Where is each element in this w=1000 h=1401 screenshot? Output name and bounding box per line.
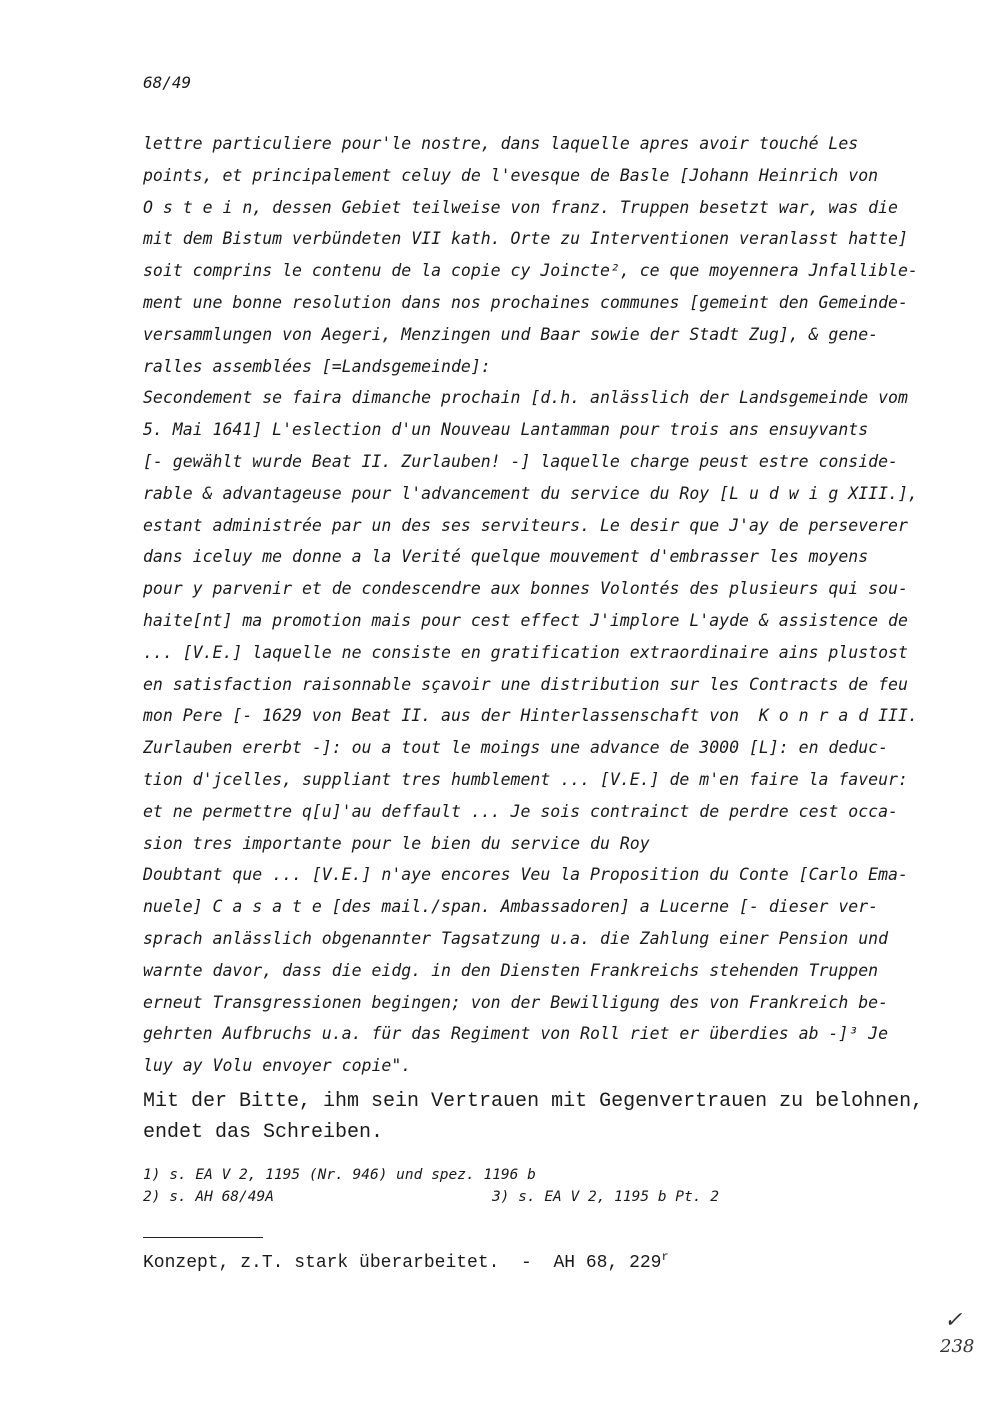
footer-superscript: r <box>661 1250 669 1264</box>
footnotes <box>143 1164 943 1208</box>
text-line: luy ay Volu envoyer copie". <box>143 1056 412 1076</box>
closing-summary <box>143 1086 943 1148</box>
text-line: O s t e i n, dessen Gebiet teilweise von franz. Truppen besetzt war, was die <box>143 197 898 217</box>
text-line: nuele] C a s a t e [des mail./span. Ambassadoren] a Lucerne [- dieser ver- <box>143 897 879 917</box>
text-line: versammlungen von Aegeri, Menzingen und Baar sowie der Stadt Zug], & gene- <box>143 324 879 344</box>
handwritten-page-number: 238 <box>940 1336 975 1357</box>
text-line: points, et principalement celuy de l'evesque de Basle [Johann Heinrich von <box>143 165 879 185</box>
text-line: tion d'jcelles, suppliant tres humblement ... [V.E.] de m'en faire la faveur: <box>143 769 908 789</box>
text-line: [- gewählt wurde Beat II. Zurlauben! -] laquelle charge peust estre conside- <box>143 451 898 471</box>
text-line: en satisfaction raisonnable sçavoir une distribution sur les Contracts de feu <box>143 674 908 694</box>
text-line: Secondement se faira dimanche prochain [d.h. anlässlich der Landsgemeinde vom <box>143 388 908 408</box>
footer-text: Konzept, z.T. stark überarbeitet. - AH 68, 229 <box>143 1253 662 1273</box>
text-line: haite[nt] ma promotion mais pour cest effect J'implore L'ayde & assistence de <box>143 610 908 630</box>
summary-line: endet das Schreiben. <box>143 1121 384 1144</box>
text-line: Doubtant que ... [V.E.] n'aye encores Veu la Proposition du Conte [Carlo Ema- <box>143 865 908 885</box>
text-line: lettre particuliere pour'le nostre, dans laquelle apres avoir touché Les <box>143 134 859 153</box>
text-line: rable & advantageuse pour l'advancement du service du Roy [L u d w i g XIII.], <box>143 483 918 503</box>
summary-line: Mit der Bitte, ihm sein Vertrauen mit Gegenvertrauen zu belohnen, <box>143 1090 924 1113</box>
text-line: pour y parvenir et de condescendre aux bonnes Volontés des plusieurs qui sou- <box>143 579 908 599</box>
text-line: mon Pere [- 1629 von Beat II. aus der Hinterlassenschaft von K o n r a d III. <box>143 706 918 726</box>
text-line: Zurlauben ererbt -]: ou a tout le moings une advance de 3000 [L]: en deduc- <box>143 738 889 758</box>
letter-body <box>143 128 943 1082</box>
text-line: soit comprins le contenu de la copie cy Joincte², ce que moyennera Jnfallible- <box>143 261 918 281</box>
text-line: warnte davor, dass die eidg. in den Diensten Frankreichs stehenden Truppen <box>143 960 879 980</box>
text-line: ... [V.E.] laquelle ne consiste en gratification extraordinaire ains plustost <box>143 642 908 662</box>
text-line: ralles assemblées [=Landsgemeinde]: <box>143 356 491 376</box>
check-mark: ✓ <box>944 1308 963 1333</box>
text-line: erneut Transgressionen begingen; von der Bewilligung des von Frankreich be- <box>143 992 889 1012</box>
text-line: et ne permettre q[u]'au deffault ... Je sois contrainct de perdre cest occa- <box>143 801 898 821</box>
footnote-3: 3) s. EA V 2, 1195 b Pt. 2 <box>491 1189 719 1205</box>
text-line: gehrten Aufbruchs u.a. für das Regiment von Roll riet er überdies ab -]³ Je <box>143 1024 889 1044</box>
source-footer <box>143 1250 669 1273</box>
page-reference: 68/49 <box>143 73 192 92</box>
text-line: sprach anlässlich obgenannter Tagsatzung u.a. die Zahlung einer Pension und <box>143 928 889 948</box>
footnote-1: 1) s. EA V 2, 1195 (Nr. 946) und spez. 1196 b <box>143 1167 536 1183</box>
text-line: sion tres importante pour le bien du service du Roy <box>143 833 650 853</box>
footnote-row-2 <box>143 1186 943 1208</box>
text-line: mit dem Bistum verbündeten VII kath. Orte zu Interventionen veranlasst hatte] <box>143 229 908 249</box>
footnote-2: 2) s. AH 68/49A <box>143 1189 274 1205</box>
text-line: 5. Mai 1641] L'eslection d'un Nouveau Lantamman pour trois ans ensuyvants <box>143 420 869 440</box>
text-line: estant administrée par un des ses serviteurs. Le desir que J'ay de perseverer <box>143 515 908 535</box>
text-line: dans iceluy me donne a la Verité quelque mouvement d'embrasser les moyens <box>143 547 869 567</box>
divider-rule <box>143 1237 263 1238</box>
text-line: ment une bonne resolution dans nos prochaines communes [gemeint den Gemeinde- <box>143 292 908 312</box>
